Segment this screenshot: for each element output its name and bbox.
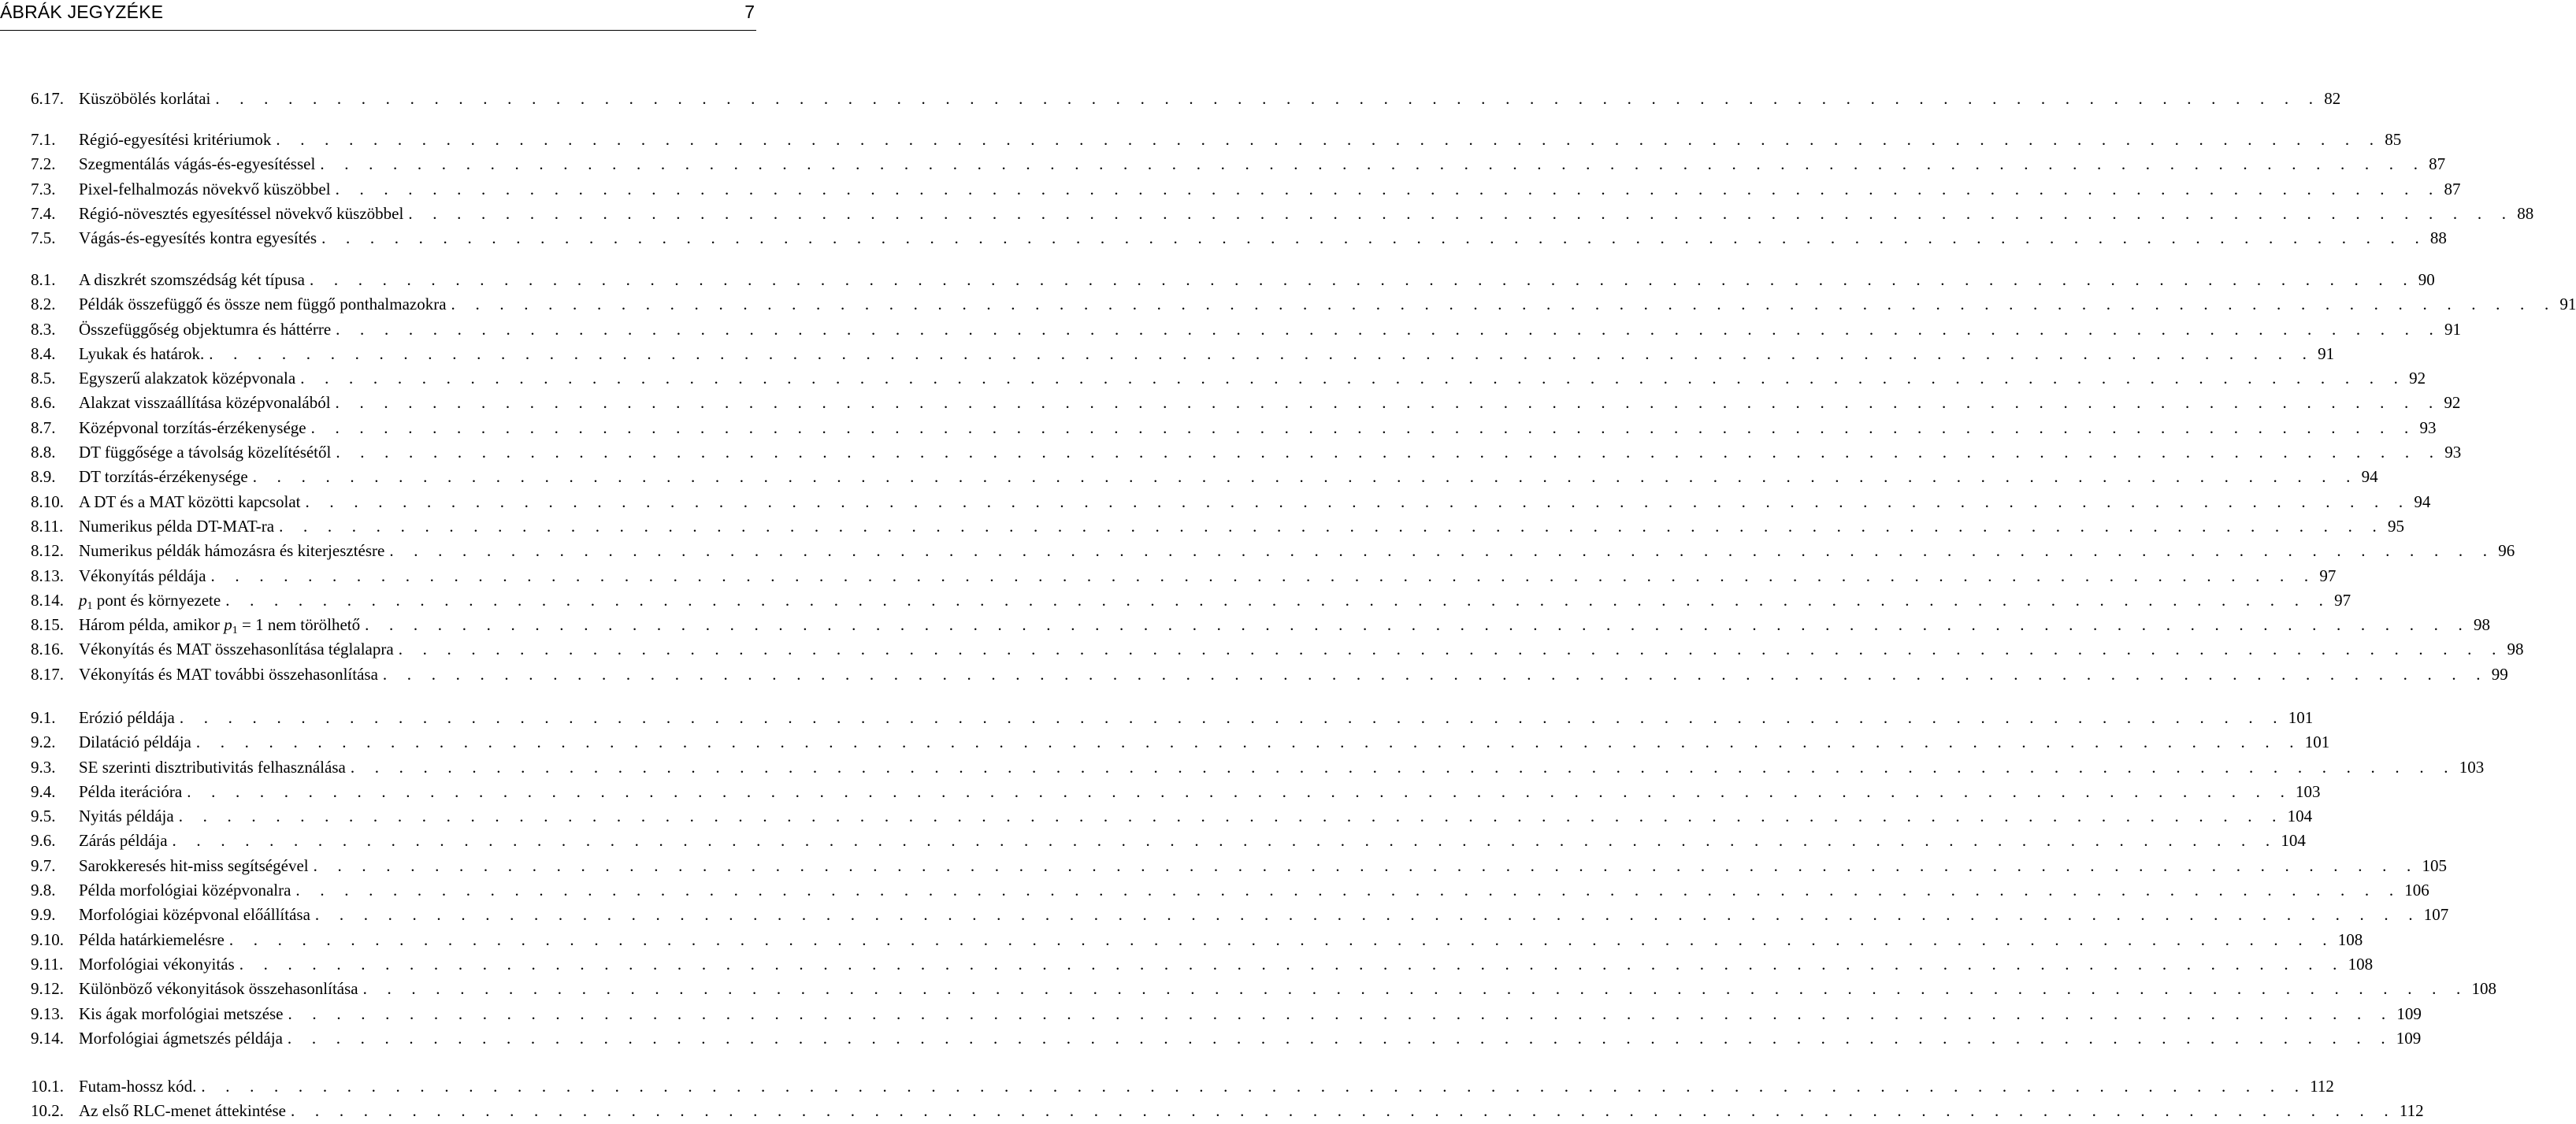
- page-reference: 97: [2319, 566, 2337, 585]
- dot-leader: . . . . . . . . . . . . . . . . . . . . . . . . . . . . . . . . . . . . . . . . . . . . . . . . . . . . . . . . . . . . . . . . . . . . . . . . . . . . . . . . . . . . . . .: [239, 954, 2345, 974]
- list-item[interactable]: [0, 226, 2447, 250]
- figure-number: 7.1.: [31, 130, 56, 149]
- figure-number: 8.9.: [31, 467, 56, 487]
- page-reference: 98: [2473, 615, 2490, 635]
- figure-number: 9.1.: [31, 708, 56, 727]
- list-item[interactable]: [0, 416, 2437, 440]
- figure-caption: Futam-hossz kód.: [79, 1077, 197, 1096]
- dot-leader: . . . . . . . . . . . . . . . . . . . . . . . . . . . . . . . . . . . . . . . . . . . . . . . . . . . . . . . . . . . . . . . . . . . . . . . . . . . . . . . . . . . . . . .: [382, 664, 2489, 684]
- entry-body: [79, 177, 2461, 202]
- entry-body: [79, 564, 2337, 588]
- figure-number: 9.2.: [31, 733, 56, 752]
- figure-caption: Lyukak és határok.: [79, 343, 205, 363]
- entry-body: [79, 706, 2314, 730]
- figure-number: 7.3.: [31, 179, 56, 198]
- dot-leader: . . . . . . . . . . . . . . . . . . . . . . . . . . . . . . . . . . . . . . . . . . . . . . . . . . . . . . . . . . . . . . . . . . . . . . . . . . . . . . . . . . . . . . .: [228, 929, 2335, 949]
- figure-caption: Sarokkeresés hit-miss segítségével: [79, 855, 309, 875]
- figure-number: 9.4.: [31, 781, 56, 801]
- entry-body: [79, 87, 2341, 111]
- figure-number: 9.13.: [31, 1003, 64, 1023]
- list-item[interactable]: [0, 514, 2404, 539]
- list-item[interactable]: [0, 952, 2374, 977]
- list-item[interactable]: [0, 1099, 2424, 1123]
- page-reference: 109: [2396, 1028, 2422, 1048]
- entry-body: [79, 1074, 2334, 1099]
- list-item[interactable]: [0, 564, 2337, 588]
- dot-leader: . . . . . . . . . . . . . . . . . . . . . . . . . . . . . . . . . . . . . . . . . . . . . . . . . . . . . . . . . . . . . . . . . . . . . . . . . . . . . . . . . . . . . . .: [291, 1101, 2396, 1121]
- figure-group: [0, 87, 2341, 111]
- figure-number: 8.2.: [31, 295, 56, 314]
- figure-caption: Az első RLC-menet áttekintése: [79, 1101, 287, 1121]
- dot-leader: . . . . . . . . . . . . . . . . . . . . . . . . . . . . . . . . . . . . . . . . . . . . . . . . . . . . . . . . . . . . . . . . . . . . . . . . . . . . . . . . . . . . . . .: [335, 179, 2441, 198]
- page-reference: 94: [2361, 467, 2378, 487]
- list-item[interactable]: [0, 588, 2351, 613]
- dot-leader: . . . . . . . . . . . . . . . . . . . . . . . . . . . . . . . . . . . . . . . . . . . . . . . . . . . . . . . . . . . . . . . . . . . . . . . . . . . . . . . . . . . . . . .: [209, 343, 2315, 363]
- figure-caption: Középvonal torzítás-érzékenysége: [79, 417, 306, 437]
- list-item[interactable]: [0, 342, 2335, 366]
- list-item[interactable]: [0, 878, 2429, 903]
- dot-leader: . . . . . . . . . . . . . . . . . . . . . . . . . . . . . . . . . . . . . . . . . . . . . . . . . . . . . . . . . . . . . . . . . . . . . . . . . . . . . . . . . . . . . . .: [178, 807, 2285, 826]
- entry-body: [79, 152, 2446, 176]
- entry-body: [79, 465, 2378, 489]
- entry-body: [79, 202, 2534, 226]
- page-reference: 91: [2444, 319, 2461, 339]
- figure-number: 9.11.: [31, 954, 64, 974]
- entry-body: [79, 539, 2515, 563]
- dot-leader: . . . . . . . . . . . . . . . . . . . . . . . . . . . . . . . . . . . . . . . . . . . . . . . . . . . . . . . . . . . . . . . . . . . . . . . . . . . . . . . . . . . . . . .: [336, 319, 2441, 339]
- caption-text-after-math: = 1 nem törölhető: [237, 615, 361, 635]
- page-reference: 101: [2288, 708, 2314, 727]
- figure-caption: Vágás-és-egyesítés kontra egyesítés: [79, 228, 317, 248]
- page-reference: 97: [2334, 590, 2351, 610]
- page-reference: 93: [2419, 417, 2437, 437]
- figure-caption: DT torzítás-érzékenysége: [79, 467, 248, 487]
- dot-leader: . . . . . . . . . . . . . . . . . . . . . . . . . . . . . . . . . . . . . . . . . . . . . . . . . . . . . . . . . . . . . . . . . . . . . . . . . . . . . . . . . . . . . . .: [335, 393, 2441, 413]
- figure-number: 9.3.: [31, 757, 56, 777]
- dot-leader: . . . . . . . . . . . . . . . . . . . . . . . . . . . . . . . . . . . . . . . . . . . . . . . . . . . . . . . . . . . . . . . . . . . . . . . . . . . . . . . . . . . . . . .: [305, 492, 2411, 511]
- page-reference: 112: [2310, 1077, 2334, 1096]
- entry-body: [79, 226, 2447, 250]
- list-item[interactable]: [0, 637, 2524, 662]
- list-item[interactable]: [0, 755, 2485, 780]
- page-header-title: ÁBRÁK JEGYZÉKE: [0, 2, 164, 22]
- entry-body: [79, 342, 2335, 366]
- dot-leader: . . . . . . . . . . . . . . . . . . . . . . . . . . . . . . . . . . . . . . . . . . . . . . . . . . . . . . . . . . . . . . . . . . . . . . . . . . . . . . . . . . . . . . .: [276, 130, 2382, 149]
- list-item[interactable]: [0, 177, 2461, 202]
- figure-caption: A diszkrét szomszédság két típusa: [79, 270, 305, 289]
- list-item[interactable]: [0, 440, 2462, 465]
- entry-body: [79, 1099, 2424, 1123]
- page-reference: 108: [2471, 979, 2496, 999]
- entry-body: [79, 755, 2485, 780]
- list-item[interactable]: [0, 202, 2534, 226]
- figure-group: [0, 706, 2496, 1051]
- dot-leader: . . . . . . . . . . . . . . . . . . . . . . . . . . . . . . . . . . . . . . . . . . . . . . . . . . . . . . . . . . . . . . . . . . . . . . . . . . . . . . . . . . . . . . .: [350, 757, 2456, 777]
- dot-leader: . . . . . . . . . . . . . . . . . . . . . . . . . . . . . . . . . . . . . . . . . . . . . . . . . . . . . . . . . . . . . . . . . . . . . . . . . . . . . . . . . . . . . . .: [300, 369, 2407, 388]
- entry-body: [79, 952, 2374, 977]
- figure-number: 9.9.: [31, 905, 56, 925]
- entry-body: [79, 730, 2330, 755]
- dot-leader: . . . . . . . . . . . . . . . . . . . . . . . . . . . . . . . . . . . . . . . . . . . . . . . . . . . . . . . . . . . . . . . . . . . . . . . . . . . . . . . . . . . . . . .: [309, 270, 2415, 289]
- list-item[interactable]: [0, 730, 2330, 755]
- entry-body: [79, 366, 2426, 391]
- list-item[interactable]: [0, 539, 2515, 563]
- figure-number: 10.2.: [31, 1101, 64, 1121]
- figure-number: 10.1.: [31, 1077, 64, 1096]
- entry-body: [79, 1002, 2422, 1026]
- figure-caption: A DT és a MAT közötti kapcsolat: [79, 492, 301, 511]
- math-symbol: [79, 591, 93, 610]
- math-subscript: 1: [232, 625, 238, 637]
- dot-leader: . . . . . . . . . . . . . . . . . . . . . . . . . . . . . . . . . . . . . . . . . . . . . . . . . . . . . . . . . . . . . . . . . . . . . . . . . . . . . . . . . . . . . . .: [179, 708, 2285, 727]
- entry-body: [79, 903, 2449, 927]
- page-reference: 103: [2459, 757, 2485, 777]
- dot-leader: . . . . . . . . . . . . . . . . . . . . . . . . . . . . . . . . . . . . . . . . . . . . . . . . . . . . . . . . . . . . . . . . . . . . . . . . . . . . . . . . . . . . . . .: [225, 590, 2332, 610]
- entry-body: [79, 268, 2435, 292]
- figure-caption: Vékonyítás példája: [79, 566, 206, 585]
- list-item[interactable]: [0, 465, 2378, 489]
- figure-number: 8.13.: [31, 566, 64, 585]
- dot-leader: . . . . . . . . . . . . . . . . . . . . . . . . . . . . . . . . . . . . . . . . . . . . . . . . . . . . . . . . . . . . . . . . . . . . . . . . . . . . . . . . . . . . . . .: [252, 467, 2359, 487]
- figure-caption: Régió-növesztés egyesítéssel növekvő küszöbbel: [79, 203, 404, 223]
- entry-body: [79, 854, 2447, 878]
- dot-leader: . . . . . . . . . . . . . . . . . . . . . . . . . . . . . . . . . . . . . . . . . . . . . . . . . . . . . . . . . . . . . . . . . . . . . . . . . . . . . . . . . . . . . . .: [195, 733, 2302, 752]
- figure-caption: SE szerinti disztributivitás felhasználása: [79, 757, 346, 777]
- figure-caption: Numerikus példa DT-MAT-ra: [79, 516, 275, 536]
- dot-leader: . . . . . . . . . . . . . . . . . . . . . . . . . . . . . . . . . . . . . . . . . . . . . . . . . . . . . . . . . . . . . . . . . . . . . . . . . . . . . . . . . . . . . . .: [279, 516, 2385, 536]
- dot-leader: . . . . . . . . . . . . . . . . . . . . . . . . . . . . . . . . . . . . . . . . . . . . . . . . . . . . . . . . . . . . . . . . . . . . . . . . . . . . . . . . . . . . . . .: [336, 443, 2442, 462]
- page-reference: 87: [2444, 179, 2461, 198]
- page-reference: 99: [2491, 664, 2508, 684]
- list-item[interactable]: [0, 391, 2461, 415]
- figure-number: 8.5.: [31, 369, 56, 388]
- page-reference: 109: [2396, 1003, 2422, 1023]
- dot-leader: . . . . . . . . . . . . . . . . . . . . . . . . . . . . . . . . . . . . . . . . . . . . . . . . . . . . . . . . . . . . . . . . . . . . . . . . . . . . . . . . . . . . . . .: [172, 831, 2278, 851]
- entry-body: [79, 878, 2429, 903]
- figure-caption: Vékonyítás és MAT további összehasonlítása: [79, 664, 378, 684]
- page-reference: 91: [2318, 343, 2335, 363]
- running-header: [0, 0, 756, 31]
- figure-group: [0, 128, 2534, 250]
- figure-number: 8.6.: [31, 393, 56, 413]
- figure-number: 7.2.: [31, 154, 56, 174]
- figure-caption: Összefüggőség objektumra és háttérre: [79, 319, 332, 339]
- page-reference: 108: [2348, 954, 2374, 974]
- figure-number: 7.5.: [31, 228, 56, 248]
- list-item[interactable]: [0, 903, 2449, 927]
- list-item[interactable]: [0, 706, 2314, 730]
- page-reference: 82: [2324, 89, 2341, 108]
- figure-caption: Nyitás példája: [79, 807, 174, 826]
- dot-leader: . . . . . . . . . . . . . . . . . . . . . . . . . . . . . . . . . . . . . . . . . . . . . . . . . . . . . . . . . . . . . . . . . . . . . . . . . . . . . . . . . . . . . . .: [187, 781, 2293, 801]
- figure-number: 9.5.: [31, 807, 56, 826]
- figure-caption: Morfológiai középvonal előállítása: [79, 905, 310, 925]
- entry-body: [79, 662, 2508, 687]
- page-reference: 85: [2385, 130, 2402, 149]
- figure-number: 8.14.: [31, 590, 64, 610]
- page-reference: 88: [2429, 228, 2447, 248]
- entry-body: [79, 637, 2524, 662]
- figure-caption: Példa morfológiai középvonalra: [79, 881, 291, 900]
- dot-leader: . . . . . . . . . . . . . . . . . . . . . . . . . . . . . . . . . . . . . . . . . . . . . . . . . . . . . . . . . . . . . . . . . . . . . . . . . . . . . . . . . . . . . . .: [365, 615, 2470, 635]
- dot-leader: . . . . . . . . . . . . . . . . . . . . . . . . . . . . . . . . . . . . . . . . . . . . . . . . . . . . . . . . . . . . . . . . . . . . . . . . . . . . . . . . . . . . . . .: [288, 1003, 2394, 1023]
- entry-body: [79, 416, 2437, 440]
- page-reference: 103: [2296, 781, 2321, 801]
- entry-body: [79, 1026, 2422, 1051]
- entry-body: [79, 804, 2313, 829]
- figure-caption: Példák összefüggő és össze nem függő ponthalmazokra: [79, 295, 447, 314]
- figure-group: [0, 1074, 2424, 1124]
- entry-body: [79, 514, 2404, 539]
- dot-leader: . . . . . . . . . . . . . . . . . . . . . . . . . . . . . . . . . . . . . . . . . . . . . . . . . . . . . . . . . . . . . . . . . . . . . . . . . . . . . . . . . . . . . . .: [314, 905, 2421, 925]
- list-item[interactable]: [0, 128, 2402, 152]
- figure-caption: Morfológiai ágmetszés példája: [79, 1028, 283, 1048]
- page-reference: 91: [2559, 295, 2576, 314]
- page-reference: 101: [2304, 733, 2330, 752]
- list-item[interactable]: [0, 366, 2426, 391]
- page-reference: 94: [2414, 492, 2431, 511]
- list-item[interactable]: [0, 152, 2446, 176]
- dot-leader: . . . . . . . . . . . . . . . . . . . . . . . . . . . . . . . . . . . . . . . . . . . . . . . . . . . . . . . . . . . . . . . . . . . . . . . . . . . . . . . . . . . . . . .: [362, 979, 2469, 999]
- list-item[interactable]: [0, 317, 2461, 342]
- figure-caption: Numerikus példák hámozásra és kiterjesztésre: [79, 541, 385, 561]
- figure-caption: DT függősége a távolság közelítésétől: [79, 443, 332, 462]
- dot-leader: . . . . . . . . . . . . . . . . . . . . . . . . . . . . . . . . . . . . . . . . . . . . . . . . . . . . . . . . . . . . . . . . . . . . . . . . . . . . . . . . . . . . . . .: [310, 417, 2417, 437]
- figure-caption: Régió-egyesítési kritériumok: [79, 130, 272, 149]
- entry-body: [79, 829, 2306, 853]
- figure-caption: Kis ágak morfológiai metszése: [79, 1003, 284, 1023]
- list-item[interactable]: [0, 977, 2496, 1001]
- page-reference: 96: [2498, 541, 2515, 561]
- page-reference: 98: [2507, 640, 2524, 659]
- dot-leader: . . . . . . . . . . . . . . . . . . . . . . . . . . . . . . . . . . . . . . . . . . . . . . . . . . . . . . . . . . . . . . . . . . . . . . . . . . . . . . . . . . . . . . .: [320, 154, 2426, 174]
- entry-body: [79, 440, 2462, 465]
- dot-leader: . . . . . . . . . . . . . . . . . . . . . . . . . . . . . . . . . . . . . . . . . . . . . . . . . . . . . . . . . . . . . . . . . . . . . . . . . . . . . . . . . . . . . . .: [215, 89, 2322, 108]
- figure-number: 9.14.: [31, 1028, 64, 1048]
- figure-number: 8.12.: [31, 541, 64, 561]
- list-item[interactable]: [0, 780, 2321, 804]
- list-item[interactable]: [0, 490, 2431, 514]
- page-reference: 92: [2409, 369, 2426, 388]
- figure-number: 8.16.: [31, 640, 64, 659]
- page-reference: 105: [2422, 855, 2447, 875]
- list-item[interactable]: [0, 662, 2508, 687]
- caption-text-before-math: Három példa, amikor: [79, 615, 225, 635]
- figure-caption: Példa határkiemelésre: [79, 929, 225, 949]
- entry-body: [79, 977, 2496, 1001]
- figure-number: 7.4.: [31, 203, 56, 223]
- list-item[interactable]: [0, 87, 2341, 111]
- dot-leader: . . . . . . . . . . . . . . . . . . . . . . . . . . . . . . . . . . . . . . . . . . . . . . . . . . . . . . . . . . . . . . . . . . . . . . . . . . . . . . . . . . . . . . .: [295, 881, 2402, 900]
- figure-caption: Küszöbölés korlátai: [79, 89, 211, 108]
- page-reference: 88: [2517, 203, 2534, 223]
- figure-number: 8.1.: [31, 270, 56, 289]
- dot-leader: . . . . . . . . . . . . . . . . . . . . . . . . . . . . . . . . . . . . . . . . . . . . . . . . . . . . . . . . . . . . . . . . . . . . . . . . . . . . . . . . . . . . . . .: [287, 1028, 2393, 1048]
- figure-number: 8.7.: [31, 417, 56, 437]
- page-reference: 90: [2418, 270, 2435, 289]
- figure-number: 8.15.: [31, 615, 64, 635]
- figure-caption: Különböző vékonyitások összehasonlítása: [79, 979, 358, 999]
- list-item[interactable]: [0, 804, 2313, 829]
- entry-body: [79, 780, 2321, 804]
- figure-caption: Pixel-felhalmozás növekvő küszöbbel: [79, 179, 331, 198]
- figure-caption: Morfológiai vékonyitás: [79, 954, 235, 974]
- page-reference: 108: [2337, 929, 2363, 949]
- entry-body: [79, 317, 2461, 342]
- list-item[interactable]: [0, 613, 2490, 637]
- list-item[interactable]: [0, 928, 2363, 952]
- figure-number: 9.6.: [31, 831, 56, 851]
- math-subscript: 1: [87, 599, 93, 612]
- page-reference: 106: [2404, 881, 2429, 900]
- dot-leader: . . . . . . . . . . . . . . . . . . . . . . . . . . . . . . . . . . . . . . . . . . . . . . . . . . . . . . . . . . . . . . . . . . . . . . . . . . . . . . . . . . . . . . .: [451, 295, 2557, 314]
- list-item[interactable]: [0, 1074, 2334, 1099]
- figure-number: 6.17.: [31, 89, 64, 108]
- figure-caption: Egyszerű alakzatok középvonala: [79, 369, 296, 388]
- figure-number: 8.3.: [31, 319, 56, 339]
- entry-body: [79, 928, 2363, 952]
- figure-number: 9.10.: [31, 929, 64, 949]
- figure-number: 8.11.: [31, 516, 64, 536]
- figure-caption: Dilatáció példája: [79, 733, 191, 752]
- list-item[interactable]: [0, 1002, 2422, 1026]
- figure-caption: Vékonyítás és MAT összehasonlítása téglalapra: [79, 640, 394, 659]
- list-item[interactable]: [0, 292, 2576, 317]
- page-reference: 112: [2399, 1101, 2424, 1121]
- dot-leader: . . . . . . . . . . . . . . . . . . . . . . . . . . . . . . . . . . . . . . . . . . . . . . . . . . . . . . . . . . . . . . . . . . . . . . . . . . . . . . . . . . . . . . .: [313, 855, 2419, 875]
- caption-text-after-math: pont és környezete: [92, 590, 221, 610]
- dot-leader: . . . . . . . . . . . . . . . . . . . . . . . . . . . . . . . . . . . . . . . . . . . . . . . . . . . . . . . . . . . . . . . . . . . . . . . . . . . . . . . . . . . . . . .: [201, 1077, 2307, 1096]
- entry-body: [79, 490, 2431, 514]
- dot-leader: . . . . . . . . . . . . . . . . . . . . . . . . . . . . . . . . . . . . . . . . . . . . . . . . . . . . . . . . . . . . . . . . . . . . . . . . . . . . . . . . . . . . . . .: [389, 541, 2496, 561]
- figure-caption: Alakzat visszaállítása középvonalából: [79, 393, 331, 413]
- page-reference: 92: [2444, 393, 2461, 413]
- math-symbol: [224, 615, 238, 637]
- entry-body: [79, 391, 2461, 415]
- page-number: 7: [744, 2, 755, 22]
- list-item[interactable]: [0, 854, 2447, 878]
- entry-body: [79, 292, 2576, 317]
- figure-number: 8.8.: [31, 443, 56, 462]
- dot-leader: . . . . . . . . . . . . . . . . . . . . . . . . . . . . . . . . . . . . . . . . . . . . . . . . . . . . . . . . . . . . . . . . . . . . . . . . . . . . . . . . . . . . . . .: [321, 228, 2427, 248]
- dot-leader: . . . . . . . . . . . . . . . . . . . . . . . . . . . . . . . . . . . . . . . . . . . . . . . . . . . . . . . . . . . . . . . . . . . . . . . . . . . . . . . . . . . . . . .: [408, 203, 2515, 223]
- figure-number: 9.7.: [31, 855, 56, 875]
- figure-number: 8.4.: [31, 343, 56, 363]
- page-reference: 87: [2429, 154, 2446, 174]
- figure-group: [0, 268, 2576, 687]
- page-reference: 93: [2444, 443, 2462, 462]
- figure-caption: Példa iterációra: [79, 781, 183, 801]
- list-item[interactable]: [0, 1026, 2422, 1051]
- entry-body: [79, 128, 2402, 152]
- page-reference: 104: [2287, 807, 2313, 826]
- math-variable: p: [224, 615, 232, 635]
- figure-caption: Erózió példája: [79, 708, 175, 727]
- list-item[interactable]: [0, 829, 2306, 853]
- figure-caption: Zárás példája: [79, 831, 168, 851]
- dot-leader: . . . . . . . . . . . . . . . . . . . . . . . . . . . . . . . . . . . . . . . . . . . . . . . . . . . . . . . . . . . . . . . . . . . . . . . . . . . . . . . . . . . . . . .: [210, 566, 2317, 585]
- dot-leader: . . . . . . . . . . . . . . . . . . . . . . . . . . . . . . . . . . . . . . . . . . . . . . . . . . . . . . . . . . . . . . . . . . . . . . . . . . . . . . . . . . . . . . .: [398, 640, 2504, 659]
- figure-number: 9.12.: [31, 979, 64, 999]
- figure-number: 8.10.: [31, 492, 64, 511]
- math-variable: p: [79, 590, 87, 610]
- list-item[interactable]: [0, 268, 2435, 292]
- figure-number: 8.17.: [31, 664, 64, 684]
- figure-caption: Szegmentálás vágás-és-egyesítéssel: [79, 154, 316, 174]
- page-reference: 95: [2387, 516, 2404, 536]
- page-reference: 107: [2423, 905, 2449, 925]
- page-reference: 104: [2281, 831, 2306, 851]
- figure-number: 9.8.: [31, 881, 56, 900]
